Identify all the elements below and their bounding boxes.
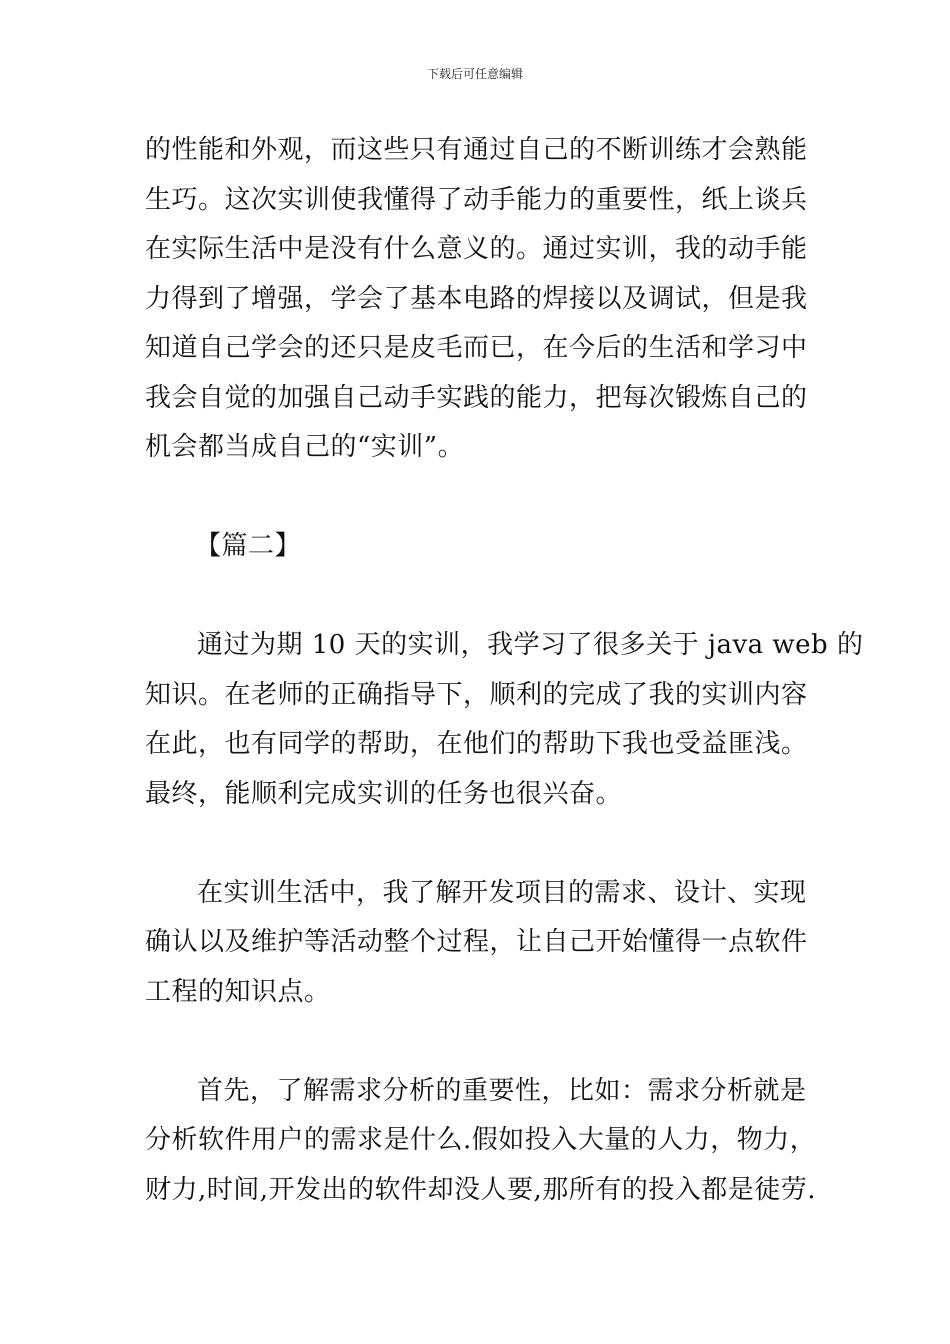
- text-line: 我会自觉的加强自己动手实践的能力，把每次锻炼自己的: [145, 382, 808, 413]
- text-line: 力得到了增强，学会了基本电路的焊接以及调试，但是我: [145, 283, 808, 314]
- paragraph-2: [145, 621, 864, 819]
- page-header: 下载后可任意编辑: [426, 67, 523, 81]
- paragraph-spacer: [145, 473, 815, 523]
- text-line: 最终，能顺利完成实训的任务也很兴奋。: [145, 778, 623, 809]
- text-line: 分析软件用户的需求是什么.假如投入大量的人力，物力，: [145, 1125, 817, 1155]
- text-line: 知道自己学会的还只是皮毛而已，在今后的生活和学习中: [145, 333, 808, 363]
- text-line: 工程的知识点。: [145, 976, 331, 1007]
- text-line: 知识。在老师的正确指导下，顺利的完成了我的实训内容: [145, 679, 808, 710]
- section-heading: 【篇二】: [195, 531, 302, 561]
- text-line: 生巧。这次实训使我懂得了动手能力的重要性，纸上谈兵: [145, 184, 808, 215]
- paragraph-spacer: [145, 1017, 815, 1067]
- text-line: 通过为期 10 天的实训，我学习了很多关于 java web 的: [197, 630, 864, 660]
- text-line: 在此，也有同学的帮助，在他们的帮助下我也受益匪浅。: [145, 729, 808, 759]
- text-line: 的性能和外观，而这些只有通过自己的不断训练才会熟能: [145, 135, 808, 165]
- text-line: 在实际生活中是没有什么意义的。通过实训，我的动手能: [145, 234, 808, 264]
- text-line: 确认以及维护等活动整个过程，让自己开始懂得一点软件: [145, 927, 808, 957]
- paragraph-spacer: [145, 572, 815, 622]
- text-line: 机会都当成自己的“实训”。: [145, 432, 465, 462]
- text-line: 首先，了解需求分析的重要性，比如：需求分析就是: [197, 1075, 807, 1106]
- text-line: 财力,时间,开发出的软件却没人要,那所有的投入都是徒劳.: [145, 1174, 817, 1205]
- text-line: 在实训生活中，我了解开发项目的需求、设计、实现: [197, 877, 807, 908]
- document-body: [145, 126, 864, 1215]
- paragraph-spacer: [145, 819, 815, 869]
- paragraph-1: [145, 126, 815, 473]
- paragraph-4: [145, 1067, 815, 1216]
- paragraph-3: [145, 869, 815, 1018]
